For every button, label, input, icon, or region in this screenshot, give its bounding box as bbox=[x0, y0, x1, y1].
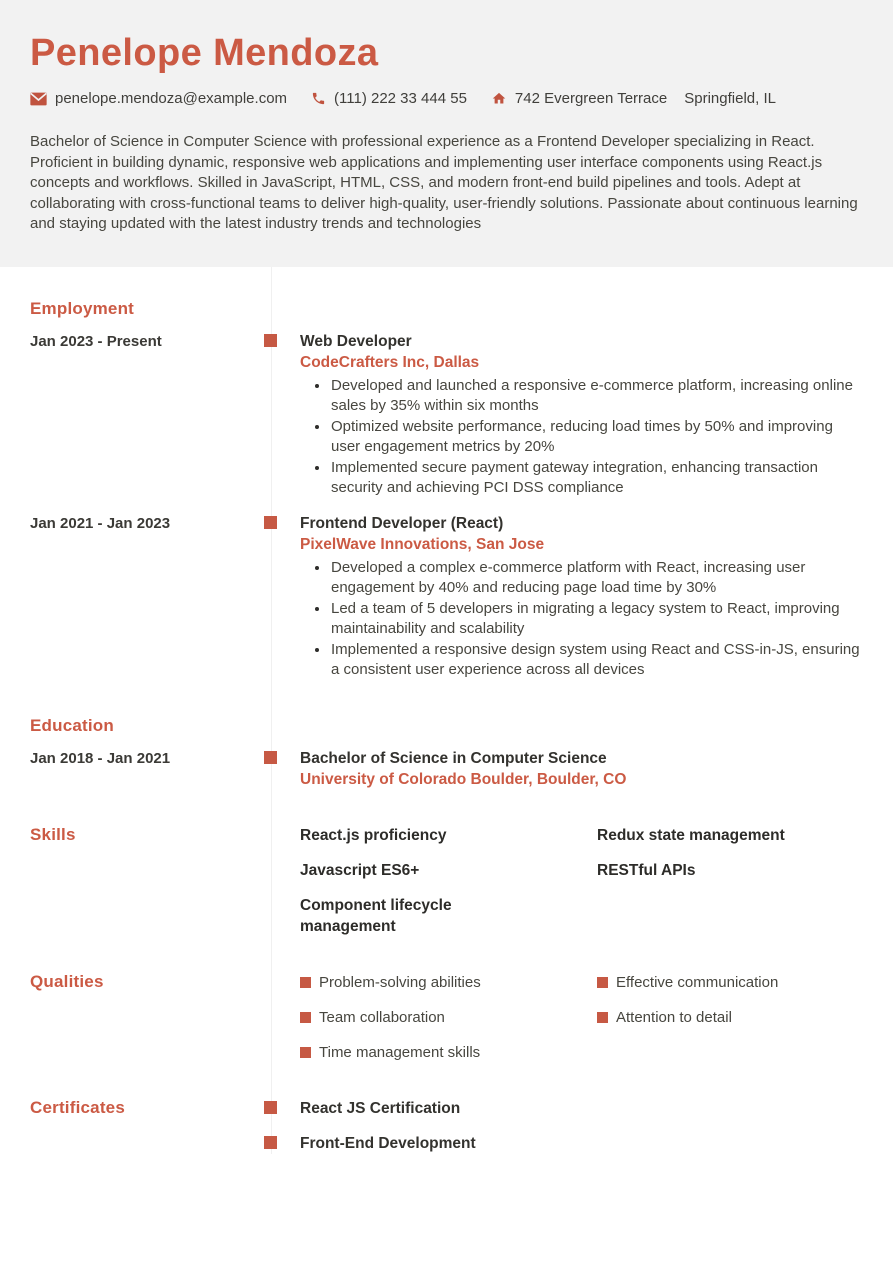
email-icon bbox=[30, 92, 47, 106]
quality-item bbox=[597, 972, 863, 993]
skill-item: Redux state management bbox=[597, 826, 785, 844]
contact-email bbox=[30, 90, 287, 107]
school-name: University of Colorado Boulder, Boulder, CO bbox=[300, 770, 627, 788]
skills-grid bbox=[271, 825, 893, 937]
job-title: Web Developer bbox=[300, 332, 412, 350]
job-company: CodeCrafters Inc, Dallas bbox=[300, 353, 480, 371]
employment-entry bbox=[271, 331, 893, 499]
email-text: penelope.mendoza@example.com bbox=[55, 90, 288, 107]
skill-item: RESTful APIs bbox=[597, 861, 696, 879]
skill-item: Component lifecycle management bbox=[300, 896, 452, 935]
phone-text: (111) 222 33 444 55 bbox=[334, 90, 467, 107]
bullet-item: • Developed a complex e-commerce platform with React, increasing user engagement by 40% and reducing page load time by 30% bbox=[330, 558, 863, 599]
certificate-item: React JS Certification bbox=[271, 1098, 893, 1119]
square-bullet-icon bbox=[300, 1012, 311, 1023]
home-icon bbox=[491, 91, 507, 106]
section-title-employment: Employment bbox=[30, 298, 135, 318]
address-text: 742 Evergreen Terrace bbox=[514, 90, 668, 107]
employment-dates: Jan 2021 - Jan 2023 bbox=[30, 514, 171, 532]
resume-body bbox=[0, 267, 893, 1154]
square-bullet-icon bbox=[597, 1012, 608, 1023]
resume-name: Penelope Mendoza bbox=[30, 32, 379, 74]
quality-label: Time management skills bbox=[319, 1043, 481, 1061]
employment-dates: Jan 2023 - Present bbox=[30, 332, 162, 350]
profile-summary: Bachelor of Science in Computer Science with professional experience as a Frontend Developer specializing in React. Proficient in building dynamic, responsive web applications and implementing user interface components using React.js concepts and workflows. Skilled in JavaScript, HTML, CSS, and modern front-end build pipelines and tools. Adept at collaborating with cross-functional teams to deliver high-quality, user-friendly solutions. Passionate about continuous learning and staying updated with the latest industry trends and technologies bbox=[30, 133, 858, 232]
certificate-item: Front-End Development bbox=[271, 1133, 893, 1154]
education-entry bbox=[271, 748, 893, 790]
quality-item bbox=[597, 1007, 863, 1028]
square-bullet-icon bbox=[597, 977, 608, 988]
qualities-grid bbox=[271, 972, 893, 1063]
section-title-qualities: Qualities bbox=[30, 971, 104, 991]
section-title-education: Education bbox=[30, 715, 114, 735]
quality-label: Attention to detail bbox=[616, 1008, 732, 1026]
quality-label: Team collaboration bbox=[319, 1008, 445, 1026]
square-bullet-icon bbox=[300, 1047, 311, 1058]
quality-item bbox=[300, 1007, 597, 1028]
contact-row bbox=[30, 90, 863, 107]
section-employment bbox=[0, 299, 893, 681]
bullet-item: • Developed and launched a responsive e-commerce platform, increasing online sales by 35% within six months bbox=[330, 376, 863, 417]
contact-address bbox=[491, 90, 776, 107]
employment-entry bbox=[271, 513, 893, 681]
section-certificates bbox=[0, 1098, 893, 1154]
section-qualities bbox=[0, 972, 893, 1063]
bullet-item: • Optimized website performance, reducing load times by 50% and improving user engagement metrics by 20% bbox=[330, 417, 863, 458]
section-education bbox=[0, 716, 893, 790]
quality-label: Problem-solving abilities bbox=[319, 973, 481, 991]
education-dates: Jan 2018 - Jan 2021 bbox=[30, 749, 171, 767]
skill-item: React.js proficiency bbox=[300, 826, 447, 844]
resume-header bbox=[0, 0, 893, 267]
bullet-item: • Implemented secure payment gateway integration, enhancing transaction security and achieving PCI DSS compliance bbox=[330, 458, 863, 499]
section-title-certificates: Certificates bbox=[30, 1097, 125, 1117]
section-skills bbox=[0, 825, 893, 937]
job-bullet-list bbox=[300, 376, 863, 499]
job-bullet-list bbox=[300, 558, 863, 681]
job-company: PixelWave Innovations, San Jose bbox=[300, 535, 545, 553]
job-title: Frontend Developer (React) bbox=[300, 514, 504, 532]
bullet-item: • Implemented a responsive design system using React and CSS-in-JS, ensuring a consistent user experience across all devices bbox=[330, 640, 863, 681]
city-text: Springfield, IL bbox=[684, 90, 776, 107]
quality-item bbox=[300, 972, 597, 993]
quality-item bbox=[300, 1042, 597, 1063]
square-bullet-icon bbox=[300, 977, 311, 988]
skill-item: Javascript ES6+ bbox=[300, 861, 420, 879]
contact-phone bbox=[311, 90, 467, 107]
quality-label: Effective communication bbox=[616, 973, 779, 991]
bullet-item: • Led a team of 5 developers in migrating a legacy system to React, improving maintainability and scalability bbox=[330, 599, 863, 640]
degree-title: Bachelor of Science in Computer Science bbox=[300, 749, 607, 767]
phone-icon bbox=[311, 91, 326, 106]
section-title-skills: Skills bbox=[30, 824, 76, 844]
